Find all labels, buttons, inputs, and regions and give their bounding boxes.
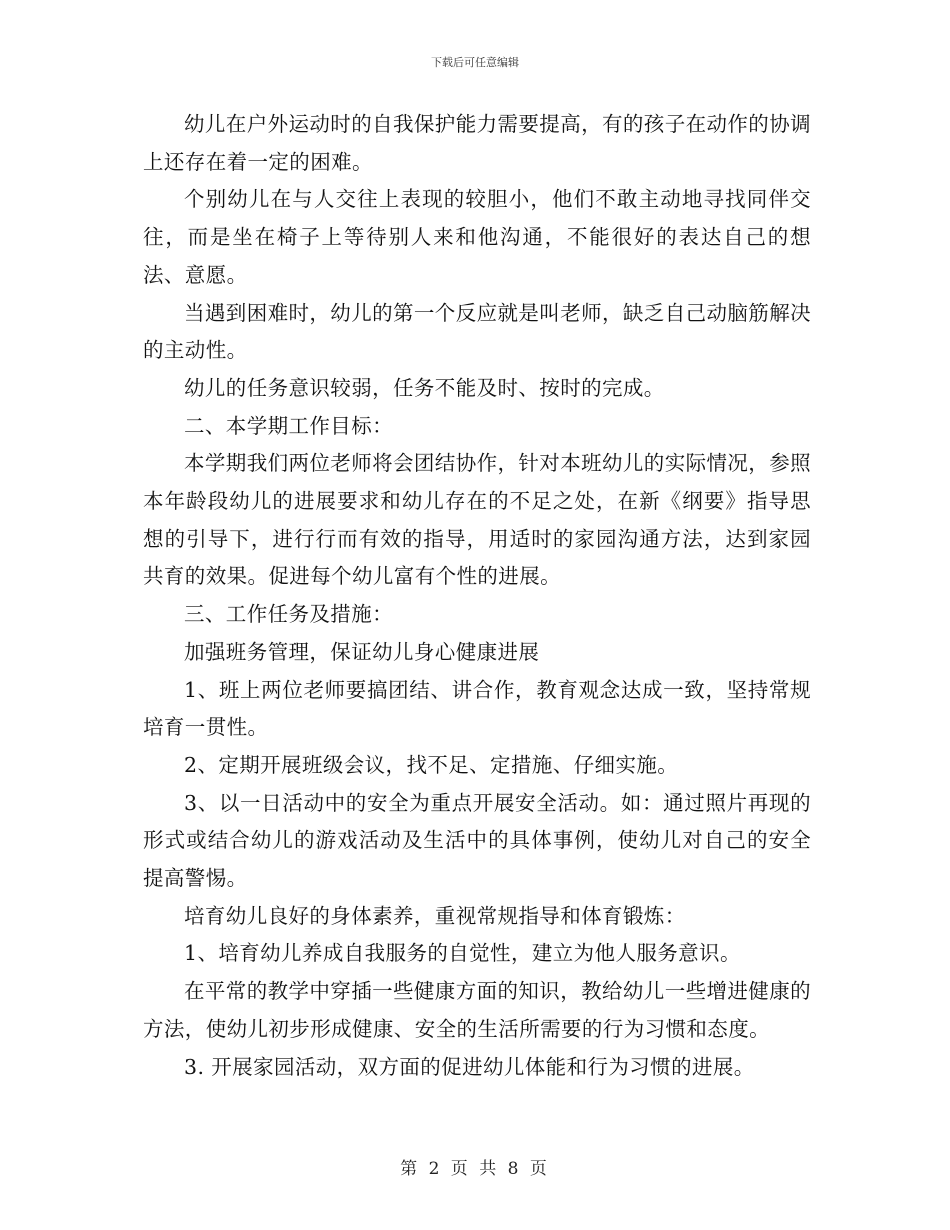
- page-number: 第 2 页 共 8 页: [400, 1159, 550, 1179]
- list-item: 1、班上两位老师要搞团结、讲合作，教育观念达成一致，坚持常规培育一贯性。: [143, 677, 811, 740]
- list-item: 1、培育幼儿养成自我服务的自觉性，建立为他人服务意识。: [184, 941, 741, 966]
- subheading: 培育幼儿良好的身体素养，重视常规指导和体育锻炼：: [184, 903, 686, 928]
- document-body: [143, 106, 811, 1086]
- page-header: 下载后可任意编辑: [431, 56, 519, 69]
- paragraph: 个别幼儿在与人交往上表现的较胆小，他们不敢主动地寻找同伴交往，而是坐在椅子上等待别人来和他沟通，不能很好的表达自己的想法、意愿。: [143, 187, 811, 287]
- section-heading: 三、工作任务及措施：: [184, 602, 393, 627]
- list-item: 2、定期开展班级会议，找不足、定措施、仔细实施。: [184, 752, 679, 777]
- paragraph: 当遇到困难时，幼儿的第一个反应就是叫老师，缺乏自己动脑筋解决的主动性。: [143, 300, 811, 363]
- paragraph: 在平常的教学中穿插一些健康方面的知识，教给幼儿一些增进健康的方法，使幼儿初步形成健康、安全的生活所需要的行为习惯和态度。: [143, 979, 811, 1041]
- paragraph: 幼儿在户外运动时的自我保护能力需要提高，有的孩子在动作的协调上还存在着一定的困难。: [143, 112, 811, 174]
- list-item: 3. 开展家园活动，双方面的促进幼儿体能和行为习惯的进展。: [184, 1054, 755, 1079]
- section-heading: 二、本学期工作目标：: [184, 413, 393, 438]
- paragraph: 本学期我们两位老师将会团结协作，针对本班幼儿的实际情况，参照本年龄段幼儿的进展要求和幼儿存在的不足之处，在新《纲要》指导思想的引导下，进行行而有效的指导，用适时的家园沟通方法，达到家园共育的效果。促进每个幼儿富有个性的进展。: [143, 451, 811, 589]
- paragraph: 幼儿的任务意识较弱，任务不能及时、按时的完成。: [184, 375, 665, 400]
- list-item: 3、以一日活动中的安全为重点开展安全活动。如：通过照片再现的形式或结合幼儿的游戏活动及生活中的具体事例，使幼儿对自己的安全提高警惕。: [143, 790, 811, 891]
- subheading: 加强班务管理，保证幼儿身心健康进展: [184, 639, 540, 664]
